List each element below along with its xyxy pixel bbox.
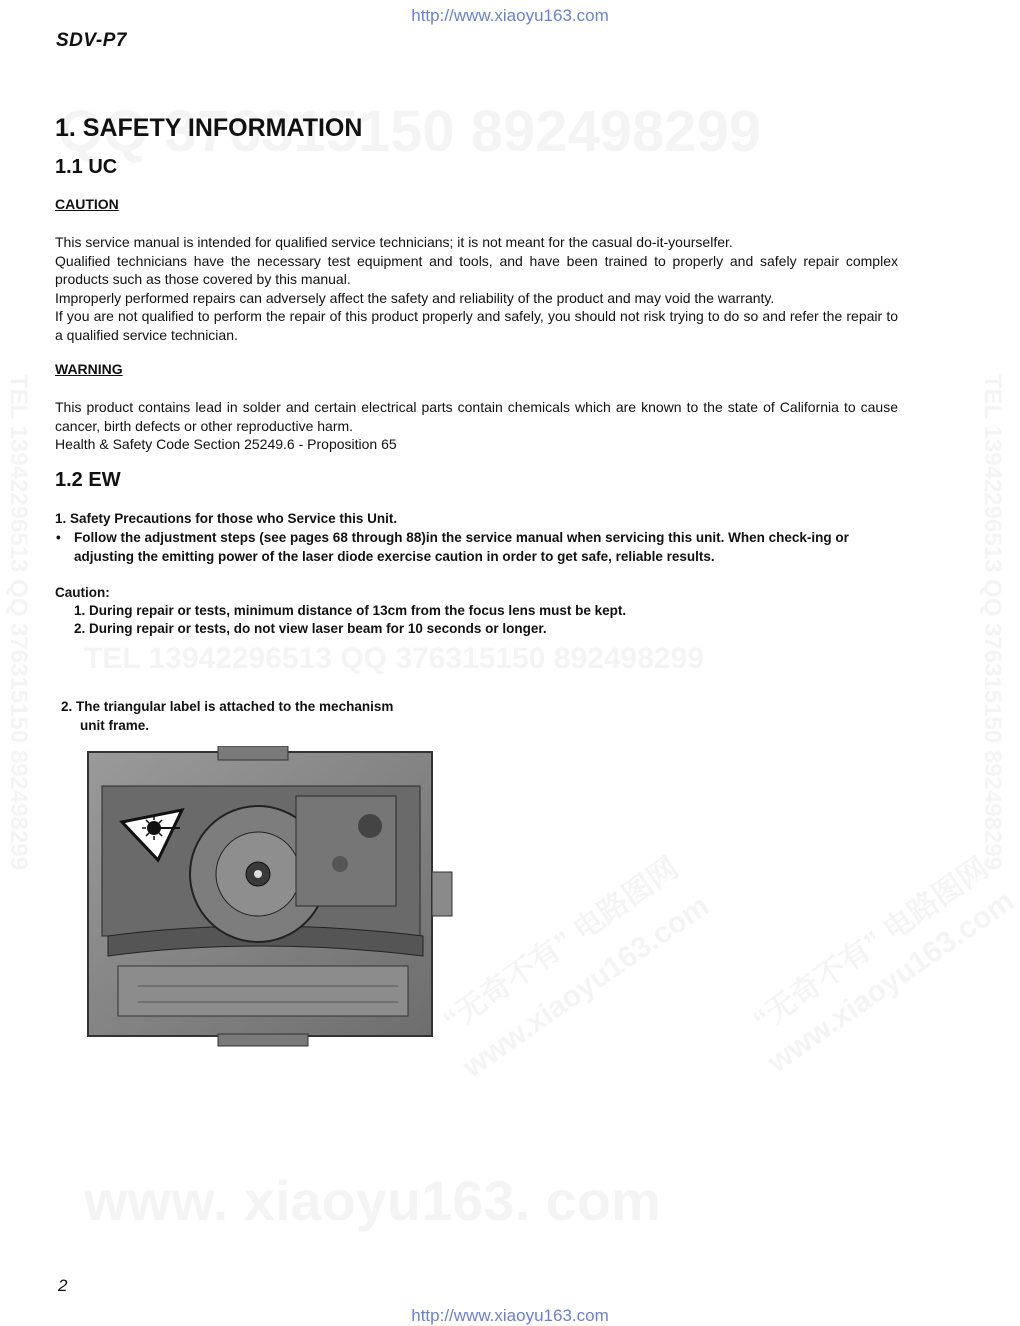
model-name: SDV-P7 bbox=[56, 30, 127, 51]
caution-line: If you are not qualified to perform the repair of this product properly and safely, you should not risk trying to do so and refer the repair to a qualified service technician. bbox=[55, 308, 898, 343]
watermark-vertical-left bbox=[4, 374, 32, 934]
ew-caution-label: Caution: bbox=[55, 585, 110, 600]
ew-item-2-cont: unit frame. bbox=[80, 718, 150, 733]
caution-line: Qualified technicians have the necessary test equipment and tools, and have been trained to properly and safely repair complex products such as those covered by this manual. bbox=[55, 252, 898, 287]
section-title: 1. SAFETY INFORMATION bbox=[55, 114, 363, 142]
ew-bullet-text: Follow the adjustment steps (see pages 68 through 88)in the service manual when servicing this unit. When check-ing or adjusting the emitting power of the laser diode exercise caution in order to get safe, reliable results. bbox=[74, 530, 849, 564]
warning-line: Health & Safety Code Section 25249.6 - Proposition 65 bbox=[55, 436, 397, 452]
ew-item-2: 2. The triangular label is attached to the mechanism bbox=[61, 699, 394, 714]
caution-label: CAUTION bbox=[55, 196, 119, 212]
header-url[interactable]: http://www.xiaoyu163.com bbox=[411, 6, 609, 25]
caution-line: This service manual is intended for qualified service technicians; it is not meant for the casual do-it-yourselfer. bbox=[55, 234, 733, 250]
ew-caution-item: 2. During repair or tests, do not view laser beam for 10 seconds or longer. bbox=[74, 621, 547, 636]
watermark-www-big bbox=[84, 1168, 661, 1233]
ew-heading: 1.2 EW bbox=[55, 469, 121, 491]
page-number: 2 bbox=[58, 1276, 68, 1295]
watermark-vertical-right bbox=[978, 374, 1006, 934]
uc-heading: 1.1 UC bbox=[55, 156, 118, 178]
caution-paragraph bbox=[55, 233, 898, 344]
ew-bullet-marker: • bbox=[56, 530, 61, 545]
warning-line: This product contains lead in solder and certain electrical parts contain chemicals which are known to the state of California to cause cancer, birth defects or other reproductive harm. bbox=[55, 399, 898, 434]
warning-paragraph bbox=[55, 398, 898, 454]
ew-item-1: 1. Safety Precautions for those who Service this Unit. bbox=[55, 511, 398, 526]
warning-label: WARNING bbox=[55, 361, 123, 377]
footer-url[interactable]: http://www.xiaoyu163.com bbox=[411, 1306, 609, 1325]
mechanism-unit-photo bbox=[78, 746, 456, 1048]
ew-caution-item: 1. During repair or tests, minimum distance of 13cm from the focus lens must be kept. bbox=[74, 603, 627, 618]
caution-line: Improperly performed repairs can adversely affect the safety and reliability of the product and may void the warranty. bbox=[55, 289, 775, 306]
watermark-tel-mid bbox=[84, 642, 704, 676]
